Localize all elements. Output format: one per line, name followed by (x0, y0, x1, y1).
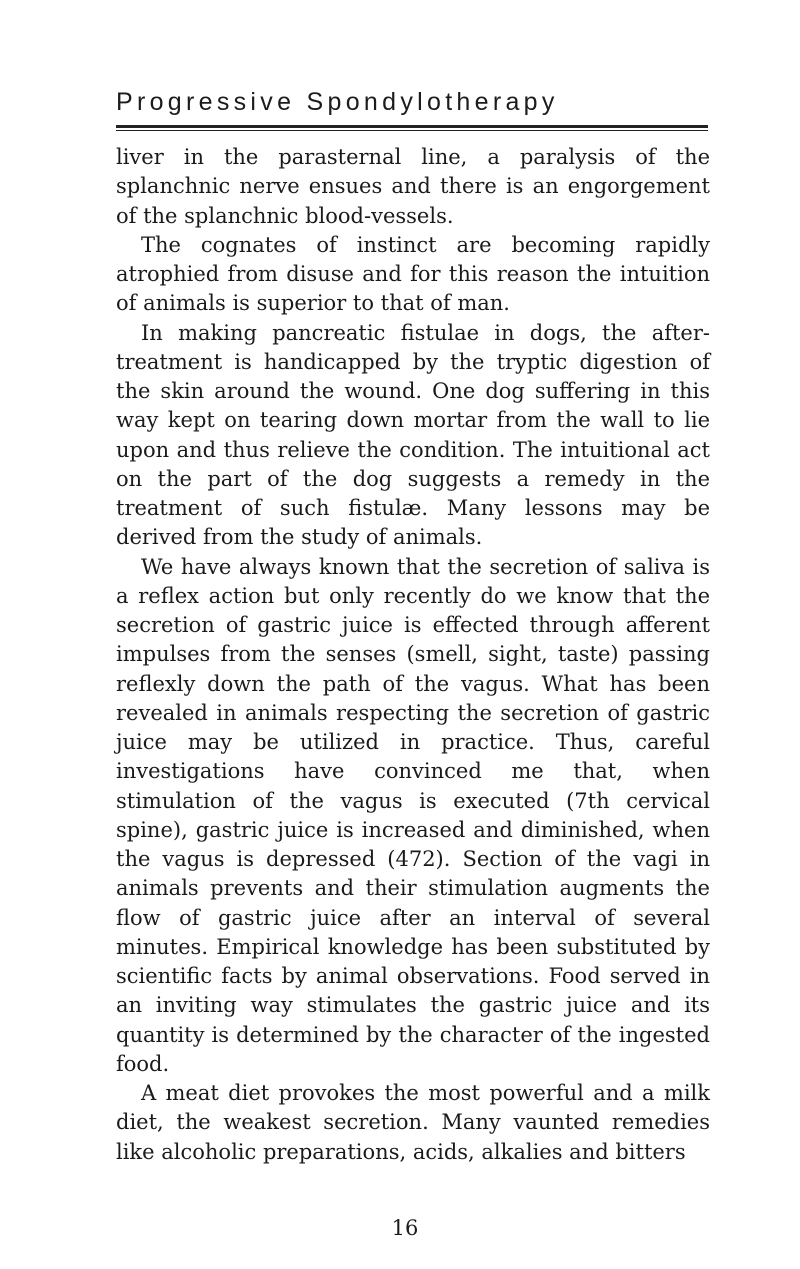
paragraph-instinct: The cognates of instinct are becoming rapidly atrophied from disuse and for this reason the intuition of animals is superior to that of man. (116, 232, 710, 316)
paragraph-meat-diet: A meat diet provokes the most powerful and a milk diet, the weakest secretion. Many vaunted remedies like alcoholic preparations, acids, alkalies and bitters (116, 1081, 710, 1164)
paragraph-continued: liver in the parasternal line, a paralysis of the splanchnic nerve ensues and there is an engorgement of the splanchnic blood-vessels. (116, 145, 710, 228)
header-rule-thick (116, 125, 708, 128)
paragraph-pancreatic-fistulae: In making pancreatic fistulae in dogs, the after-treatment is handicapped by the tryptic digestion of the skin around the wound. One dog suffering in this way kept on tearing down mortar from the wall to lie upon and thus relieve the condition. The intuitional act on the part of the dog suggests a remedy in the treatment of such fistulæ. Many lessons may be derived from the study of animals. (116, 320, 710, 550)
running-title: Progressive Spondylotherapy (116, 88, 559, 116)
page-number: 16 (391, 1216, 419, 1240)
body-text (116, 143, 710, 1167)
header-rule-thin (116, 130, 708, 131)
paragraph-gastric-juice: We have always known that the secretion of saliva is a reflex action but only recently do we know that the secretion of gastric juice is effected through afferent impulses from the senses (smell, sight, taste) passing reflexly down the path of the vagus. What has been revealed in animals respecting the secretion of gastric juice may be utilized in practice. Thus, careful investigations have convinced me that, when stimulation of the vagus is executed (7th cervical spine), gastric juice is increased and diminished, when the vagus is depressed (472). Section of the vagi in animals prevents and their stimulation augments the flow of gastric juice after an interval of several minutes. Empirical knowledge has been substituted by scientific facts by animal observations. Food served in an inviting way stimulates the gastric juice and its quantity is determined by the character of the ingested food. (116, 554, 710, 1076)
